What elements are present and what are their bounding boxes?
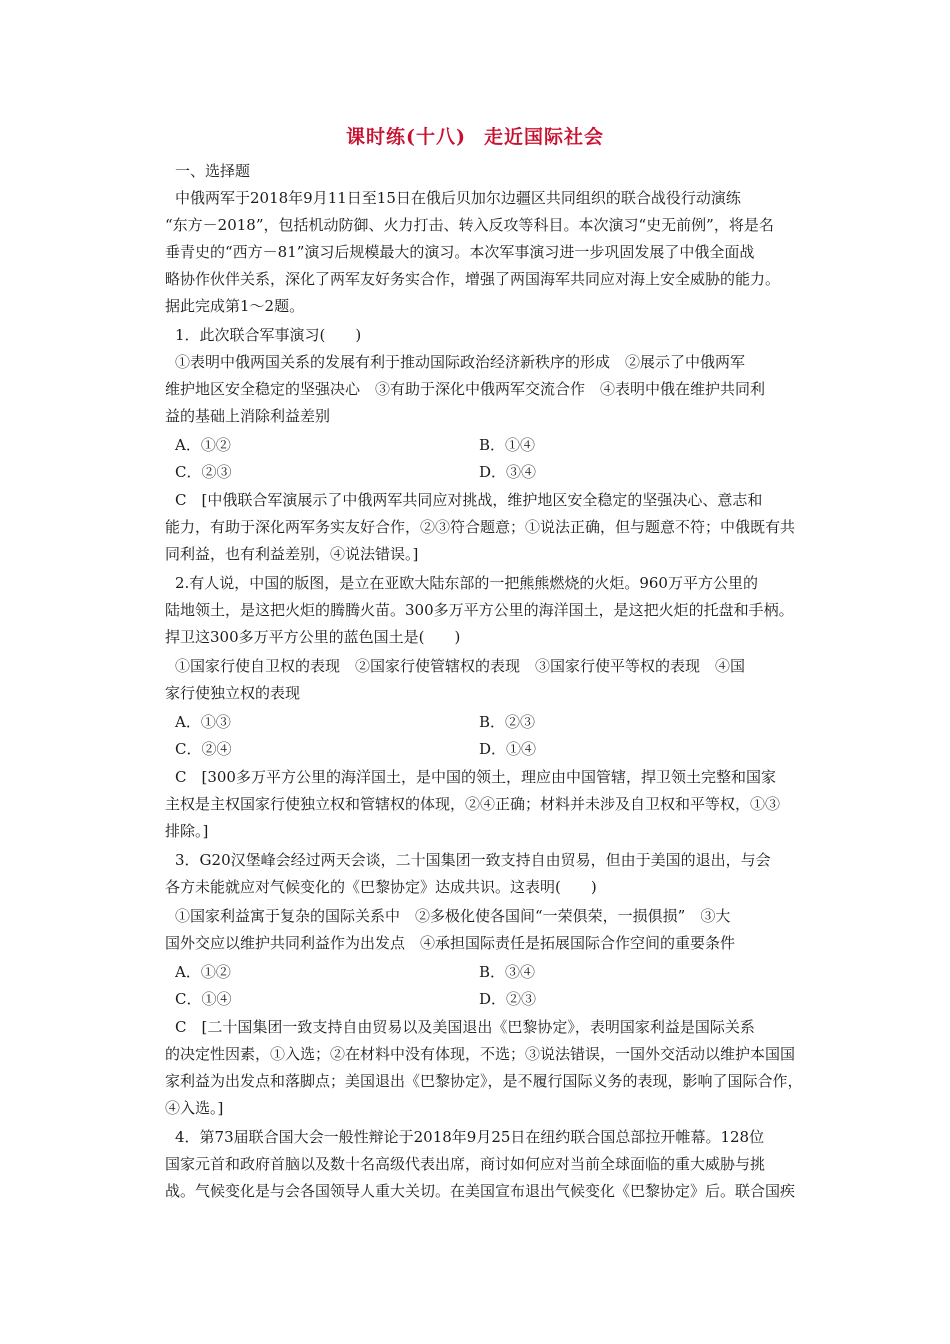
title-lesson: 课时练(十八) bbox=[346, 126, 466, 148]
text-line: C [中俄联合军演展示了中俄两军共同应对挑战，维护地区安全稳定的坚强决心、意志和 bbox=[175, 491, 763, 509]
text-line: 一、选择题 bbox=[175, 162, 251, 180]
text-line: 排除。] bbox=[165, 822, 209, 840]
text-line: 国外交应以维护共同利益作为出发点 ④承担国际责任是拓展国际合作空间的重要条件 bbox=[165, 934, 736, 952]
title-topic: 走近国际社会 bbox=[483, 126, 604, 148]
text-line: 陆地领土，是这把火炬的腾腾火苗。300多万平方公里的海洋国土，是这把火炬的托盘和手柄。 bbox=[165, 601, 794, 619]
text-line: 垂青史的“西方－81”演习后规模最大的演习。本次军事演习进一步巩固发展了中俄全面战 bbox=[165, 243, 755, 261]
text-line: ④入选。] bbox=[165, 1099, 224, 1117]
text-line: 维护地区安全稳定的坚强决心 ③有助于深化中俄两军交流合作 ④表明中俄在维护共同利 bbox=[165, 380, 766, 398]
text-line: A．①② bbox=[175, 963, 231, 981]
text-line: B．①④ bbox=[479, 436, 536, 454]
text-line: 据此完成第1～2题。 bbox=[165, 297, 305, 315]
text-line: 同利益，也有利益差别，④说法错误。] bbox=[165, 545, 419, 563]
text-line: 主权是主权国家行使独立权和管辖权的体现，②④正确；材料并未涉及自卫权和平等权，①③ bbox=[165, 795, 781, 813]
text-line: A．①② bbox=[175, 436, 231, 454]
text-line: D．②③ bbox=[479, 990, 537, 1008]
text-line: B．③④ bbox=[479, 963, 536, 981]
text-line: 的决定性因素，①入选；②在材料中没有体现，不选；③说法错误，一国外交活动以维护本国国 bbox=[165, 1045, 796, 1063]
text-line: 家行使独立权的表现 bbox=[165, 684, 301, 702]
text-line: “东方－2018”，包括机动防御、火力打击、转入反攻等科目。本次演习“史无前例”，将是名 bbox=[165, 216, 774, 234]
text-line: A．①③ bbox=[175, 713, 231, 731]
text-line: 1．此次联合军事演习( ) bbox=[175, 326, 362, 344]
text-line: 能力，有助于深化两军务实友好合作，②③符合题意；①说法正确，但与题意不符；中俄既有共 bbox=[165, 518, 796, 536]
text-line: C．①④ bbox=[175, 990, 232, 1008]
text-line: D．①④ bbox=[479, 740, 537, 758]
text-line: ①国家行使自卫权的表现 ②国家行使管辖权的表现 ③国家行使平等权的表现 ④国 bbox=[175, 657, 746, 675]
text-line: C．②④ bbox=[175, 740, 232, 758]
text-line: C [二十国集团一致支持自由贸易以及美国退出《巴黎协定》，表明国家利益是国际关系 bbox=[175, 1018, 755, 1036]
text-line: 4．第73届联合国大会一般性辩论于2018年9月25日在纽约联合国总部拉开帷幕。128位 bbox=[175, 1128, 765, 1146]
text-line: D．③④ bbox=[479, 463, 537, 481]
page-title bbox=[0, 122, 950, 149]
text-line: 略协作伙伴关系，深化了两军友好务实合作，增强了两国海军共同应对海上安全威胁的能力。 bbox=[165, 270, 781, 288]
text-line: ①国家利益寓于复杂的国际关系中 ②多极化使各国间“一荣俱荣，一损俱损” ③大 bbox=[175, 907, 731, 925]
text-line: C．②③ bbox=[175, 463, 232, 481]
text-line: 2.有人说，中国的版图，是立在亚欧大陆东部的一把熊熊燃烧的火炬。960万平方公里的 bbox=[175, 574, 758, 592]
text-line: 家利益为出发点和落脚点；美国退出《巴黎协定》，是不履行国际义务的表现，影响了国际合作， bbox=[165, 1072, 803, 1090]
text-line: 国家元首和政府首脑以及数十名高级代表出席，商讨如何应对当前全球面临的重大威胁与挑 bbox=[165, 1155, 766, 1173]
text-line: 3．G20汉堡峰会经过两天会谈，二十国集团一致支持自由贸易，但由于美国的退出，与会 bbox=[175, 851, 771, 869]
text-line: 战。气候变化是与会各国领导人重大关切。在美国宣布退出气候变化《巴黎协定》后。联合国疾 bbox=[165, 1182, 796, 1200]
text-line: 捍卫这300多万平方公里的蓝色国土是( ) bbox=[165, 628, 461, 646]
text-line: 益的基础上消除利益差别 bbox=[165, 407, 331, 425]
text-line: ①表明中俄两国关系的发展有利于推动国际政治经济新秩序的形成 ②展示了中俄两军 bbox=[175, 353, 746, 371]
text-line: 中俄两军于2018年9月11日至15日在俄后贝加尔边疆区共同组织的联合战役行动演练 bbox=[175, 189, 741, 207]
text-line: C [300多万平方公里的海洋国土，是中国的领土，理应由中国管辖，捍卫领土完整和国家 bbox=[175, 768, 776, 786]
text-line: B．②③ bbox=[479, 713, 536, 731]
text-line: 各方未能就应对气候变化的《巴黎协定》达成共识。这表明( ) bbox=[165, 878, 597, 896]
